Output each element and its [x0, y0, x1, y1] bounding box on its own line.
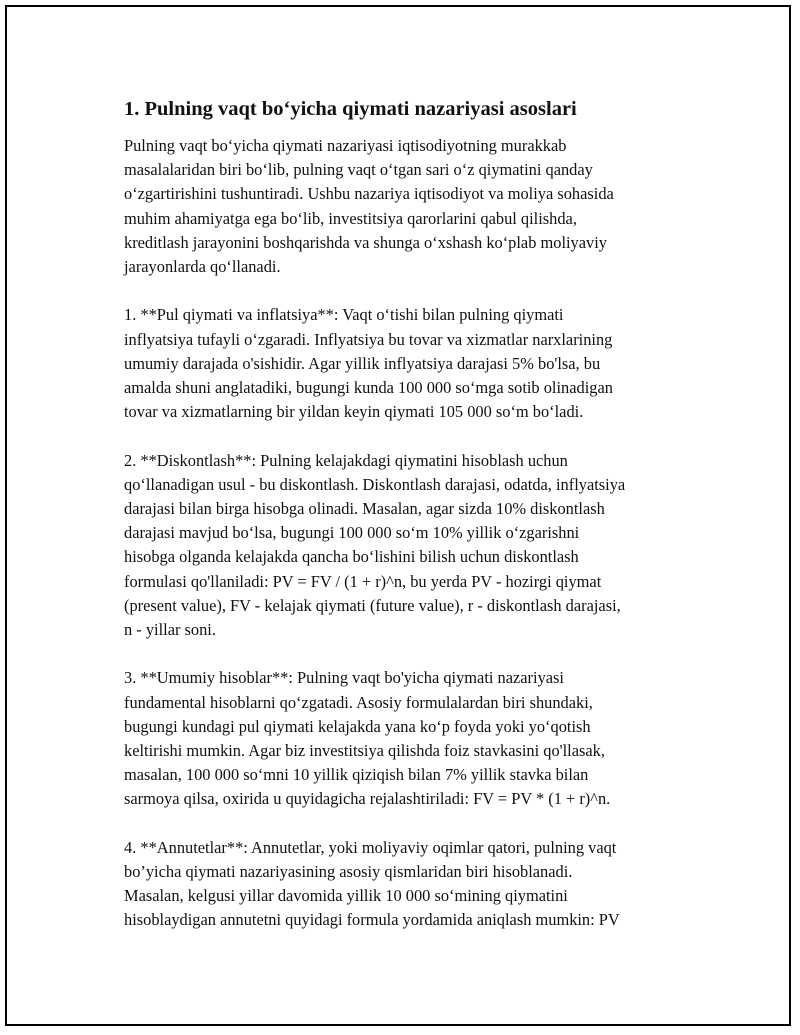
text-line: 2. **Diskontlash**: Pulning kelajakdagi qiymatini hisoblash uchun [124, 450, 568, 470]
text-line: muhim ahamiyatga ega bo‘lib, investitsiya qarorlarini qabul qilishda, [124, 208, 577, 228]
document-body [124, 95, 694, 957]
paragraph-item-2 [124, 449, 694, 643]
text-line: 1. **Pul qiymati va inflatsiya**: Vaqt o‘tishi bilan pulning qiymati [124, 305, 564, 325]
text-line: darajasi bilan birga hisobga olinadi. Masalan, agar sizda 10% diskontlash [124, 499, 605, 519]
text-line: Pulning vaqt bo‘yicha qiymati nazariyasi iqtisodiyotning murakkab [124, 136, 567, 155]
text-line: kreditlash jarayonini boshqarishda va shunga o‘xshash ko‘plab moliyaviy [124, 232, 607, 252]
text-line: bo’yicha qiymati nazariyasining asosiy qismlaridan biri hisoblanadi. [124, 862, 573, 882]
text-line: fundamental hisoblarni qo‘zgatadi. Asosiy formulalardan biri shundaki, [124, 692, 593, 712]
text-line: (present value), FV - kelajak qiymati (future value), r - diskontlash darajasi, [124, 595, 621, 615]
text-line: Masalan, kelgusi yillar davomida yillik 10 000 so‘mining qiymatini [124, 886, 568, 906]
text-line: jarayonlarda qo‘llanadi. [124, 257, 281, 277]
paragraph-item-4 [124, 836, 694, 933]
text-line: masalalaridan biri bo‘lib, pulning vaqt o‘tgan sari o‘z qiymatini qanday [124, 160, 593, 180]
text-line: umumiy darajada o'sishidir. Agar yillik inflyatsiya darajasi 5% bo'lsa, bu [124, 353, 601, 373]
text-line: bugungi kundagi pul qiymati kelajakda yana ko‘p foyda yoki yo‘qotish [124, 716, 591, 736]
text-line: masalan, 100 000 so‘mni 10 yillik qiziqish bilan 7% yillik stavka bilan [124, 765, 589, 785]
paragraph-item-1 [124, 303, 694, 424]
text-line: inflyatsiya tufayli o‘zgaradi. Inflyatsiya bu tovar va xizmatlar narxlarining [124, 329, 613, 349]
text-line: hisobga olganda kelajakda qancha bo‘lishini bilish uchun diskontlash [124, 547, 579, 567]
text-line: o‘zgartirishini tushuntiradi. Ushbu nazariya iqtisodiyot va moliya sohasida [124, 184, 614, 204]
text-line: n - yillar soni. [124, 620, 216, 640]
text-line: qo‘llanadigan usul - bu diskontlash. Diskontlash darajasi, odatda, inflyatsiya [124, 474, 626, 494]
text-line: sarmoya qilsa, oxirida u quyidagicha rejalashtiriladi: FV = PV * (1 + r)^n. [124, 789, 611, 809]
paragraph-intro [124, 134, 694, 279]
page-frame [5, 5, 791, 1026]
text-line: darajasi mavjud bo‘lsa, bugungi 100 000 so‘m 10% yillik o‘zgarishni [124, 523, 580, 543]
text-line: keltirishi mumkin. Agar biz investitsiya qilishda foiz stavkasini qo'llasak, [124, 741, 605, 761]
text-line: tovar va xizmatlarning bir yildan keyin qiymati 105 000 so‘m bo‘ladi. [124, 402, 584, 422]
text-line: 4. **Annutetlar**: Annutetlar, yoki moliyaviy oqimlar qatori, pulning vaqt [124, 837, 617, 857]
text-line: hisoblaydigan annutetni quyidagi formula yordamida aniqlash mumkin: PV [124, 910, 620, 930]
paragraph-item-3 [124, 666, 694, 811]
text-line: 3. **Umumiy hisoblar**: Pulning vaqt bo'yicha qiymati nazariyasi [124, 668, 564, 688]
section-heading: 1. Pulning vaqt bo‘yicha qiymati nazariyasi asoslari [124, 98, 577, 120]
text-line: amalda shuni anglatadiki, bugungi kunda 100 000 so‘mga sotib olinadigan [124, 378, 613, 398]
text-line: formulasi qo'llaniladi: PV = FV / (1 + r)^n, bu yerda PV - hozirgi qiymat [124, 571, 602, 591]
